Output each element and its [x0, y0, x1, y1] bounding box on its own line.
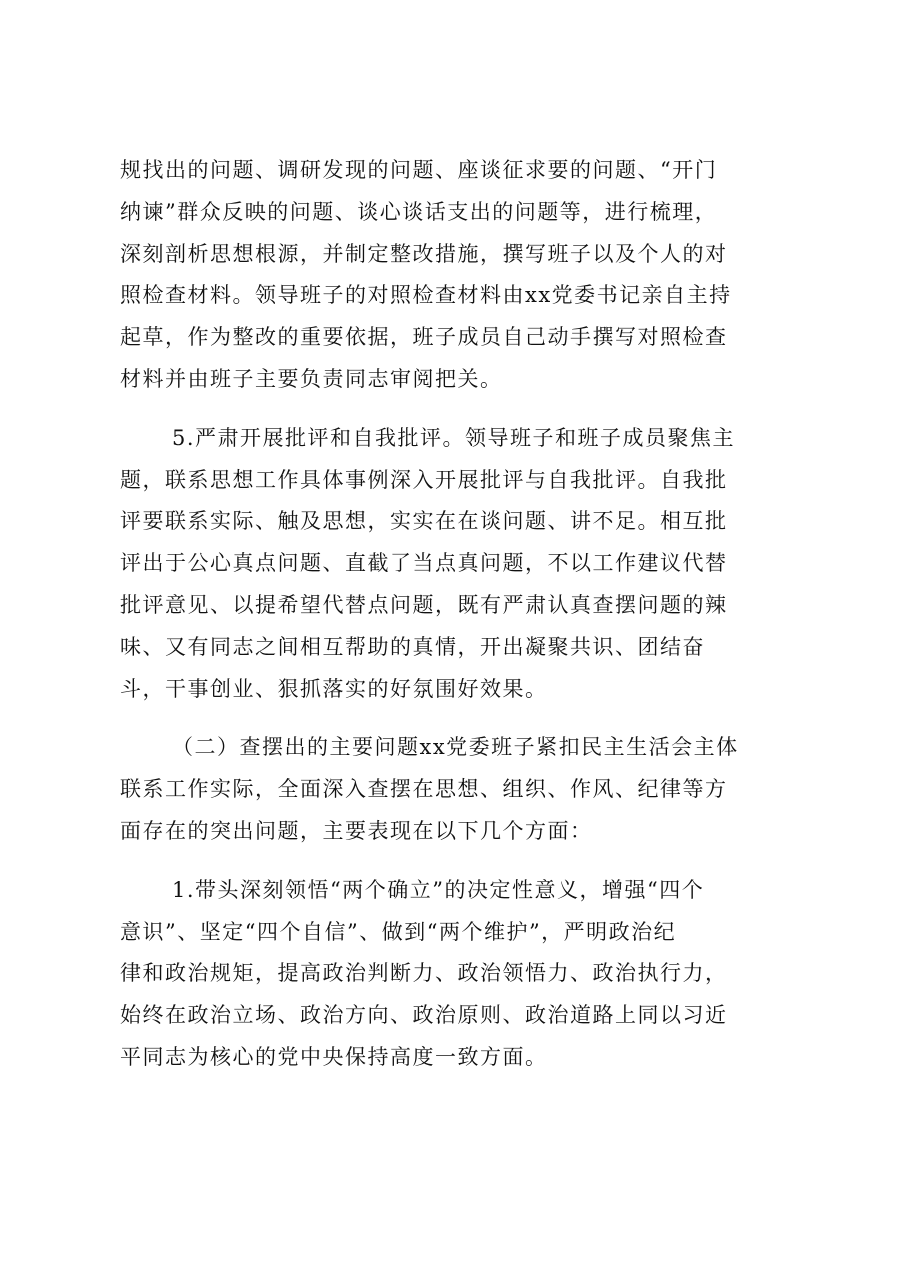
- paragraph-criticism: [120, 418, 800, 711]
- text-line: 照检查材料。领导班子的对照检查材料由xx党委书记亲自主持: [120, 283, 732, 308]
- text-line: 平同志为核心的党中央保持高度一致方面。: [120, 1044, 548, 1069]
- text-line: 味、又有同志之间相互帮助的真情，开出凝聚共识、团结奋: [120, 634, 705, 659]
- text-line: （二）查摆出的主要问题xx党委班子紧扣民主生活会主体: [172, 735, 739, 760]
- text-line: 纳谏”群众反映的问题、谈心谈话支出的问题等，进行梳理，: [120, 199, 718, 224]
- text-line: 意识”、坚定“四个自信”、做到“两个维护”，严明政治纪: [120, 919, 677, 944]
- text-line: 题，联系思想工作具体事例深入开展批评与自我批评。自我批: [120, 467, 728, 492]
- text-line: 律和政治规矩，提高政治判断力、政治领悟力、政治执行力，: [120, 961, 728, 986]
- paragraph-item-one: [120, 870, 800, 1079]
- text-line: 评要联系实际、触及思想，实实在在谈问题、讲不足。相互批: [120, 509, 728, 534]
- text-line: 深刻剖析思想根源，并制定整改措施，撰写班子以及个人的对: [120, 241, 728, 266]
- text-line: 评出于公心真点问题、直截了当点真问题，不以工作建议代替: [120, 551, 728, 576]
- text-line: 起草，作为整改的重要依据，班子成员自己动手撰写对照检查: [120, 325, 728, 350]
- text-line: 批评意见、以提希望代替点问题，既有严肃认真查摆问题的辣: [120, 592, 728, 617]
- paragraph-section-heading: [120, 727, 800, 852]
- document-body: [120, 150, 800, 1096]
- text-line: 规找出的问题、调研发现的问题、座谈征求要的问题、“开门: [120, 158, 718, 182]
- text-line: 始终在政治立场、政治方向、政治原则、政治道路上同以习近: [120, 1003, 728, 1028]
- text-line: 材料并由班子主要负责同志审阅把关。: [120, 366, 503, 391]
- text-line: 斗，干事创业、狠抓落实的好氛围好效果。: [120, 676, 548, 701]
- text-line: 5.严肃开展批评和自我批评。领导班子和班子成员聚焦主: [172, 425, 736, 450]
- text-line: 联系工作实际，全面深入查摆在思想、组织、作风、纪律等方: [120, 777, 728, 802]
- text-line: 1.带头深刻领悟“两个确立”的决定性意义，增强“四个: [172, 877, 705, 902]
- text-line: 面存在的突出问题，主要表现在以下几个方面：: [120, 818, 593, 843]
- paragraph-report-drafting: [120, 150, 800, 401]
